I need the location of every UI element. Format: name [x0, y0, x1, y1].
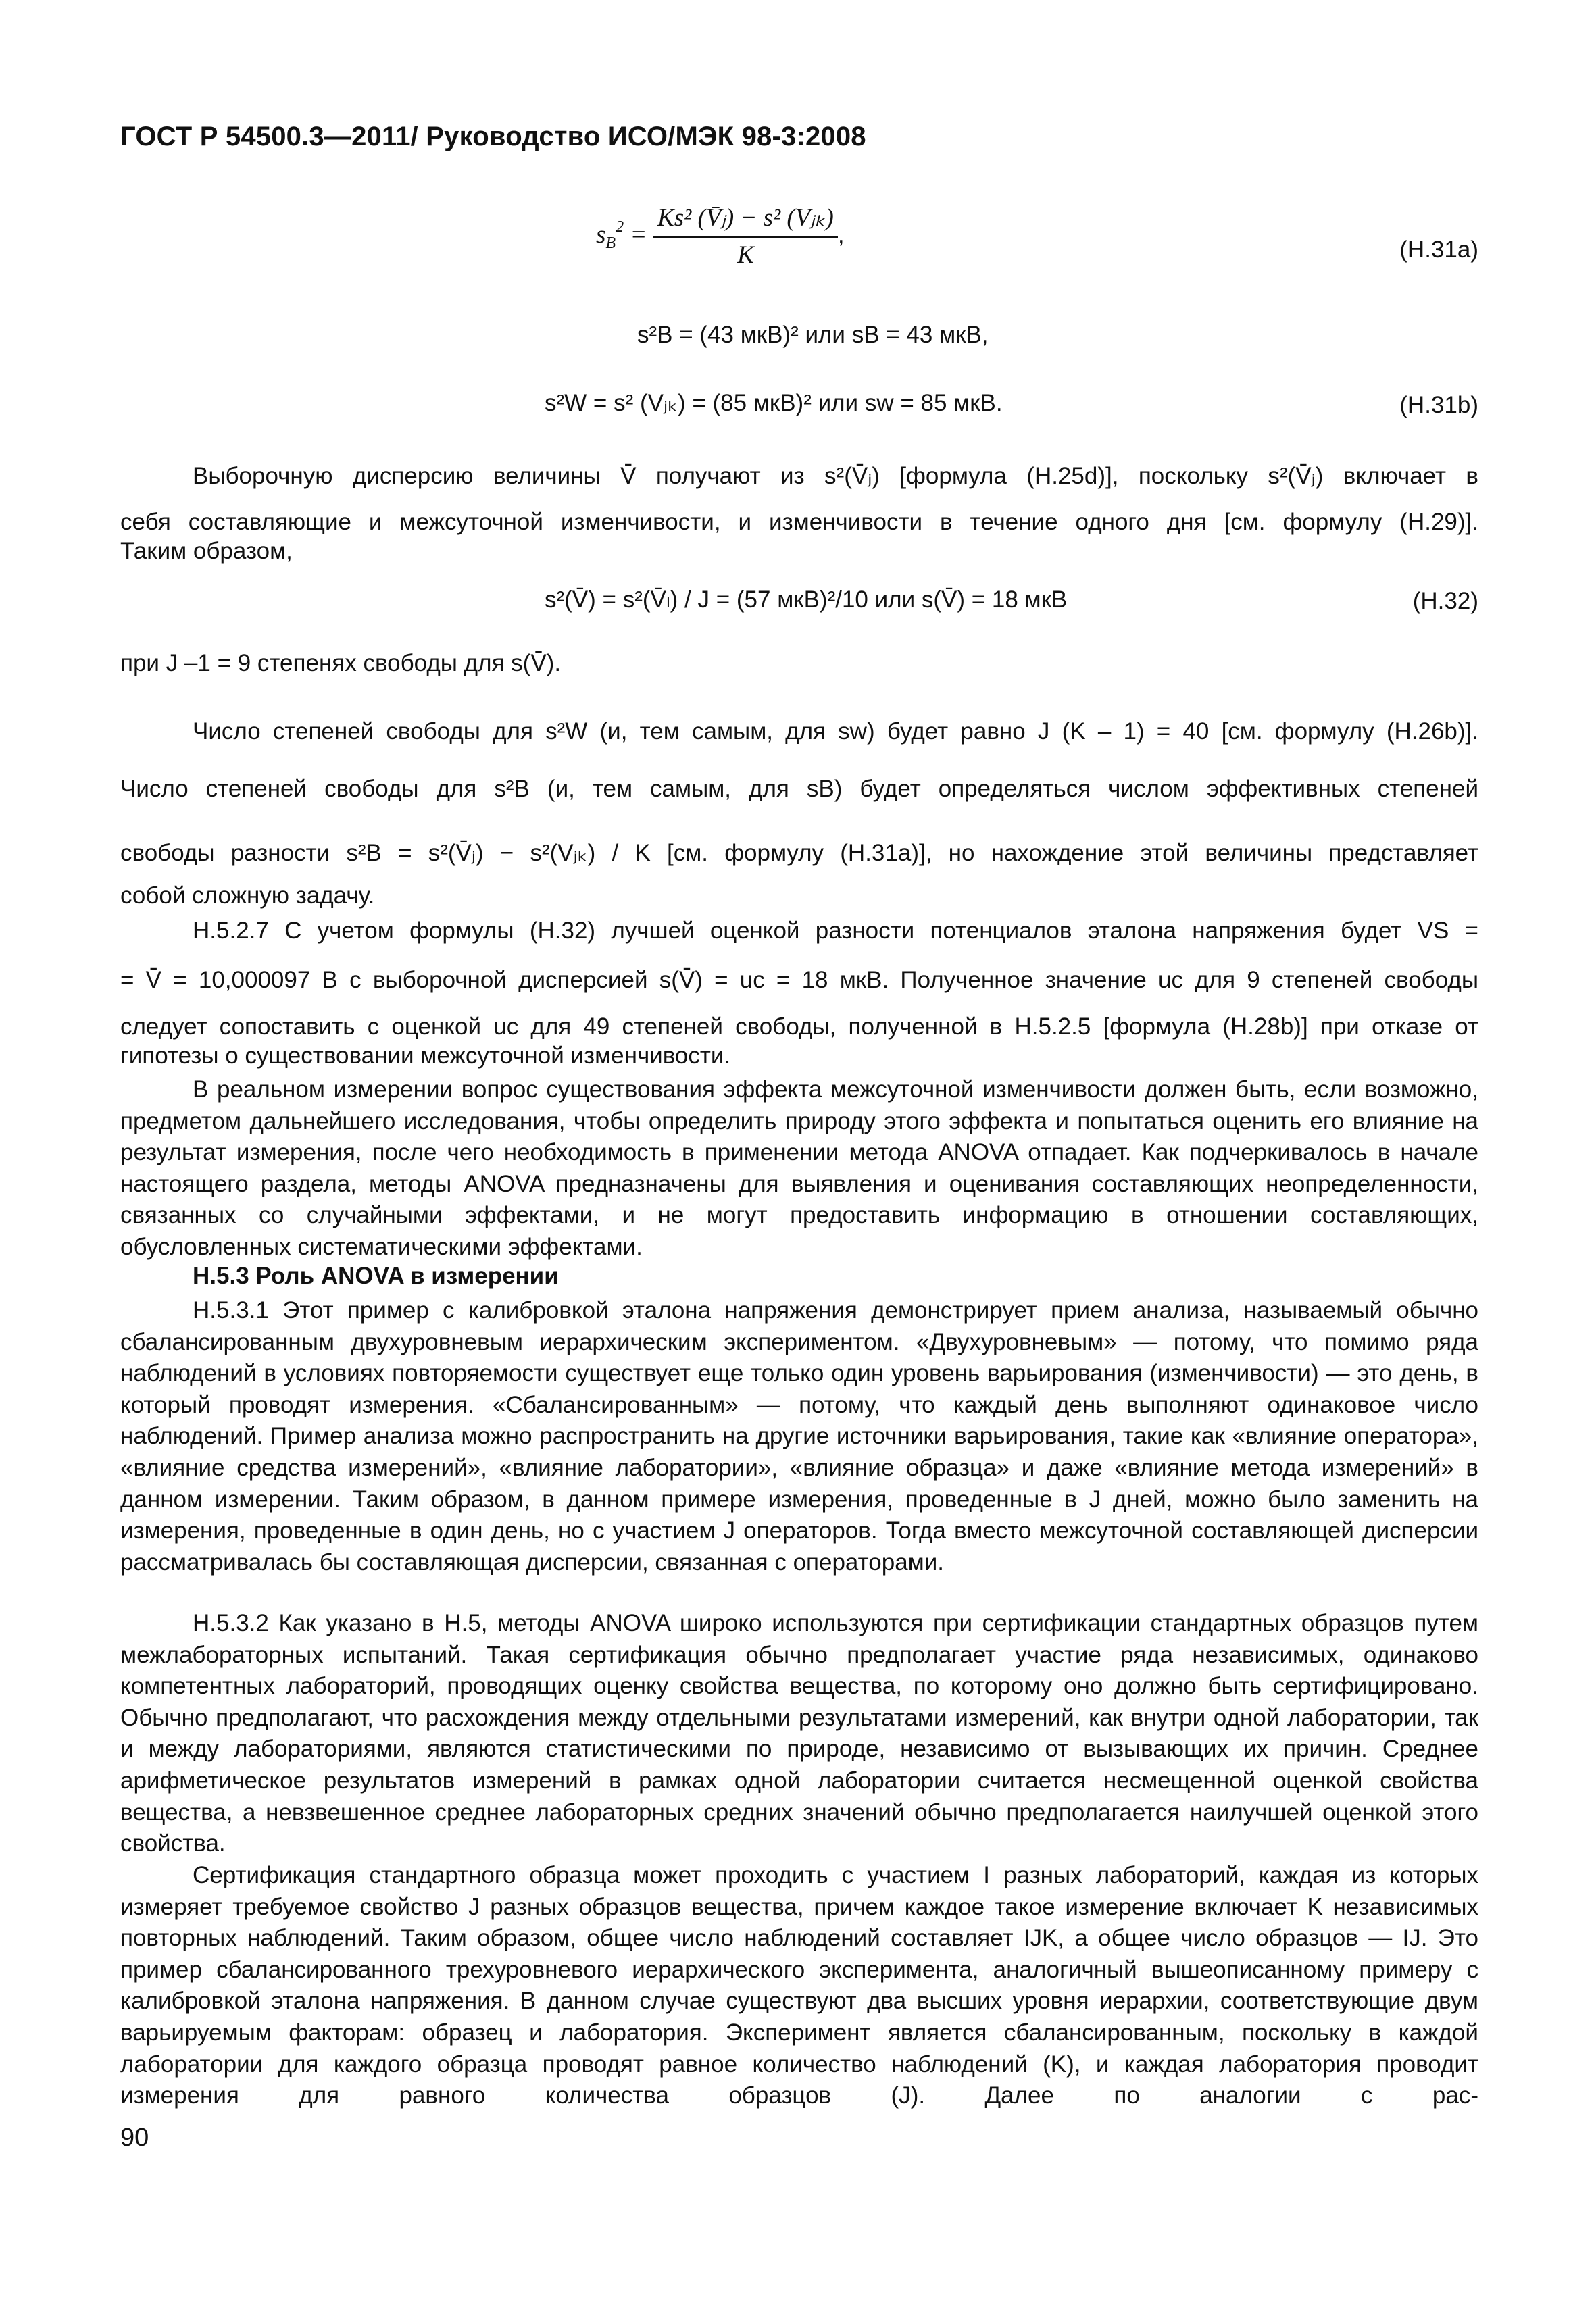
equation-h31a-value: s²B = (43 мкВ)² или sB = 43 мкВ, [637, 322, 989, 348]
text-line: Число степеней свободы для s²W (и, тем самым, для sw) будет равно J (K – 1) = 40 [см. формулу (H.26b)]. [193, 718, 1478, 745]
equation-h31a-denominator: K [737, 241, 754, 269]
equation-h31a-label: (H.31a) [1399, 236, 1478, 263]
equation-h32: s²(V̄) = s²(V̄ₗ) / J = (57 мкВ)²/10 или s(V̄) = 18 мкВ [545, 586, 1068, 613]
equation-h31a: $s_B^2$ = $\frac{\text{Ks² (V̄ⱼ) − s² (Vⱼₖ)}}{K}$ , [596, 204, 845, 269]
equation-h31b: s²W = s² (Vⱼₖ) = (85 мкВ)² или sw = 85 мкВ. [545, 390, 1003, 416]
paragraph: Сертификация стандартного образца может проходить с участием I разных лабораторий, каждая из которых измеряет требуемое свойство J разных образцов вещества, причем каждое такое измерение включает K независимых повторных наблюдений. Таким образом, общее число наблюдений составляет IJK, а общее число образцов — IJ. Это пример сбалансированного трехуровневого иерархического эксперимента, аналогичный вышеописанному примеру с калибровкой эталона напряжения. В данном случае существуют два высших уровня иерархии, соответствующие двум варьируемым факторам: образец и лаборатория. Эксперимент является сбалансированным, поскольку в каждой лаборатории для каждого образца проводят равное количество наблюдений (K), и каждая лаборатория проводит измерения для равного количества образцов (J). Далее по аналогии с рас- [120, 1862, 1478, 2109]
paragraph: В реальном измерении вопрос существования эффекта межсуточной изменчивости должен быть, если возможно, предметом дальнейшего исследования, чтобы определить природу этого эффекта и попытаться оценить его влияние на результат измерения, после чего необходимость в применении метода ANOVA отпадает. Как подчеркивалось в начале настоящего раздела, методы ANOVA предназначены для выявления и оценивания составляющих неопределенности, связанных со случайными эффектами, и не могут предоставить информацию в отношении составляющих, обусловленных систематическими эффектами. [120, 1076, 1478, 1260]
text-line: свободы разности s²B = s²(V̄ⱼ) − s²(Vⱼₖ) / K [см. формулу (H.31a)], но нахождение этой величины представляет [120, 840, 1478, 866]
page-number: 90 [120, 2123, 149, 2152]
equation-h31b-label: (H.31b) [1399, 392, 1478, 418]
section-title: H.5.3 Роль ANOVA в измерении [193, 1263, 559, 1289]
document-header: ГОСТ Р 54500.3—2011/ Руководство ИСО/МЭК 98-3:2008 [120, 122, 866, 151]
text-line: H.5.2.7 С учетом формулы (H.32) лучшей оценкой разности потенциалов эталона напряжения будет VS = [193, 917, 1478, 944]
equation-h32-label: (H.32) [1412, 588, 1478, 614]
text-line: Таким образом, [120, 538, 293, 564]
equation-h31a-lhs: $s_B^2$ = [596, 218, 647, 252]
text-line: следует сопоставить с оценкой uc для 49 степеней свободы, полученной в H.5.2.5 [формула (H.28b)] при отказе от [120, 1013, 1478, 1040]
equation-h31a-fraction [653, 203, 838, 270]
text-line: гипотезы о существовании межсуточной изменчивости. [120, 1042, 731, 1069]
equation-h31a-numerator: Ks² (V̄ⱼ) − s² (Vⱼₖ) [653, 203, 838, 238]
text-line: себя составляющие и межсуточной изменчивости, и изменчивости в течение одного дня [см. формулу (H.29)]. [120, 509, 1478, 535]
text-line: при J –1 = 9 степенях свободы для s(V̄). [120, 650, 562, 676]
text-line: Выборочную дисперсию величины V̄ получают из s²(V̄ⱼ) [формула (H.25d)], поскольку s²(V̄ⱼ) включает в [193, 463, 1478, 489]
text-line: Число степеней свободы для s²B (и, тем самым, для sB) будет определяться числом эффективных степеней [120, 776, 1478, 802]
paragraph: H.5.3.1 Этот пример с калибровкой эталона напряжения демонстрирует прием анализа, называемый обычно сбалансированным двухуровневым иерархическим экспериментом. «Двухуровневым» — потому, что помимо ряда наблюдений в условиях повторяемости существует еще только один уровень варьирования (изменчивости) — это день, в который проводят измерения. «Сбалансированным» — потому, что каждый день выполняют одинаковое число наблюдений. Пример анализа можно распространить на другие источники варьирования, такие как «влияние оператора», «влияние средства измерений», «влияние лаборатории», «влияние образца» и даже «влияние метода измерений» в данном измерении. Таким образом, в данном примере измерения, проведенные в J дней, можно было заменить на измерения, проведенные в один день, но с участием J операторов. Тогда вместо межсуточной составляющей дисперсии рассматривалась бы составляющая дисперсии, связанная с операторами. [120, 1297, 1478, 1576]
text-line: собой сложную задачу. [120, 882, 375, 909]
text-line: = V̄ = 10,000097 В с выборочной дисперсией s(V̄) = uc = 18 мкВ. Полученное значение uc для 9 степеней свободы [120, 967, 1478, 993]
paragraph: H.5.3.2 Как указано в H.5, методы ANOVA широко используются при сертификации стандартных образцов путем межлабораторных испытаний. Такая сертификация обычно предполагает участие ряда независимых, одинаково компетентных лабораторий, проводящих оценку свойства вещества, по которому оно должно быть сертифицировано. Обычно предполагают, что расхождения между отдельными результатами измерений, как внутри одной лаборатории, так и между лабораториями, являются статистическими по природе, независимо от вызывающих их причин. Среднее арифметическое результатов измерений в рамках одной лаборатории считается несмещенной оценкой свойства вещества, а невзвешенное среднее лабораторных средних значений обычно предполагается наилучшей оценкой этого свойства. [120, 1610, 1478, 1857]
